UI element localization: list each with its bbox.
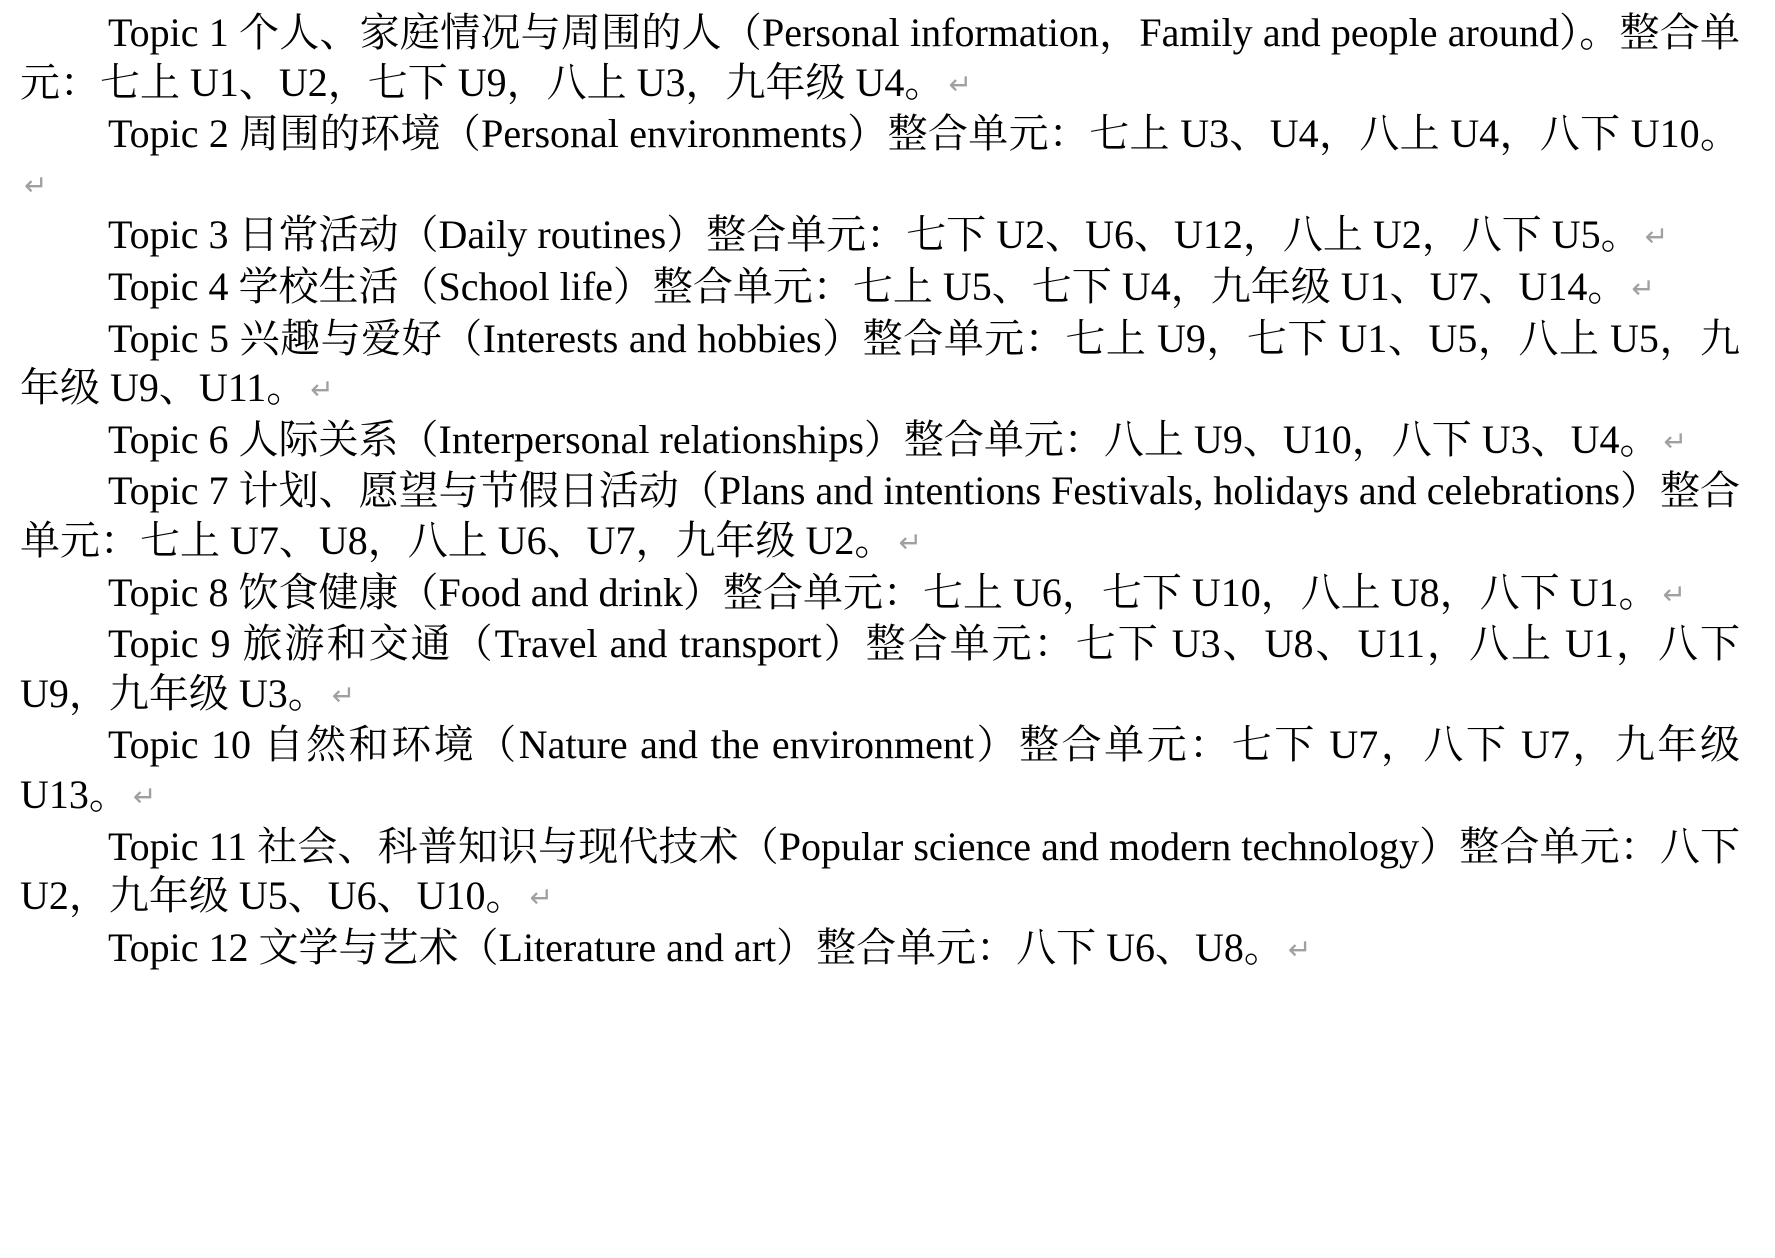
topic-paragraph-6	[20, 415, 1740, 467]
paragraph-mark-icon: ↵	[24, 168, 48, 202]
topic-text-7: Topic 7 计划、愿望与节假日活动（Plans and intentions Festivals, holidays and celebrations）整合单元：七上 U7、U8，八上 U6、U7，九年级 U2。	[20, 468, 1740, 563]
topic-paragraph-7	[20, 466, 1740, 567]
topic-text-11: Topic 11 社会、科普知识与现代技术（Popular science and modern technology）整合单元：八下 U2，九年级 U5、U6、U10。	[20, 823, 1740, 919]
topic-paragraph-2	[20, 109, 1740, 210]
topic-paragraph-8	[20, 568, 1740, 620]
paragraph-mark-icon: ↵	[1662, 577, 1686, 611]
topic-text-8: Topic 8 饮食健康（Food and drink）整合单元：七上 U6，七下 U10，八上 U8，八下 U1。	[108, 569, 1659, 615]
topic-text-6: Topic 6 人际关系（Interpersonal relationships）整合单元：八上 U9、U10，八下 U3、U4。	[108, 416, 1660, 462]
topic-text-12: Topic 12 文学与艺术（Literature and art）整合单元：八下 U6、U8。	[108, 924, 1284, 970]
topic-text-5: Topic 5 兴趣与爱好（Interests and hobbies）整合单元：七上 U9，七下 U1、U5，八上 U5，九年级 U9、U11。	[20, 315, 1740, 411]
topic-paragraph-10	[20, 720, 1740, 821]
paragraph-mark-icon: ↵	[1631, 271, 1655, 305]
document-body	[20, 8, 1740, 974]
paragraph-mark-icon: ↵	[1287, 932, 1312, 966]
paragraph-mark-icon: ↵	[948, 67, 972, 101]
topic-paragraph-11	[20, 822, 1740, 923]
paragraph-mark-icon: ↵	[132, 779, 157, 813]
topic-paragraph-1	[20, 8, 1740, 109]
paragraph-mark-icon: ↵	[529, 881, 554, 915]
topic-text-2: Topic 2 周围的环境（Personal environments）整合单元：七上 U3、U4，八上 U4，八下 U10。	[108, 111, 1740, 157]
topic-paragraph-3	[20, 210, 1740, 262]
paragraph-mark-icon: ↵	[331, 678, 356, 712]
paragraph-mark-icon: ↵	[1644, 220, 1669, 254]
paragraph-mark-icon: ↵	[898, 525, 922, 559]
paragraph-mark-icon: ↵	[310, 373, 334, 407]
topic-text-1: Topic 1 个人、家庭情况与周围的人（Personal information，Family and people around）。整合单元：七上 U1、U2，七下 U9，八上 U3，九年级 U4。	[20, 10, 1740, 105]
topic-paragraph-5	[20, 314, 1740, 415]
topic-paragraph-12	[20, 923, 1740, 975]
topic-text-10: Topic 10 自然和环境（Nature and the environment）整合单元：七下 U7，八下 U7，九年级 U13。	[20, 722, 1740, 817]
topic-text-4: Topic 4 学校生活（School life）整合单元：七上 U5、七下 U4，九年级 U1、U7、U14。	[108, 263, 1628, 309]
topic-paragraph-9	[20, 619, 1740, 720]
topic-text-3: Topic 3 日常活动（Daily routines）整合单元：七下 U2、U6、U12，八上 U2，八下 U5。	[108, 212, 1641, 258]
topic-text-9: Topic 9 旅游和交通（Travel and transport）整合单元：七下 U3、U8、U11，八上 U1，八下 U9，九年级 U3。	[20, 621, 1740, 716]
topic-paragraph-4	[20, 262, 1740, 314]
paragraph-mark-icon: ↵	[1663, 424, 1687, 458]
